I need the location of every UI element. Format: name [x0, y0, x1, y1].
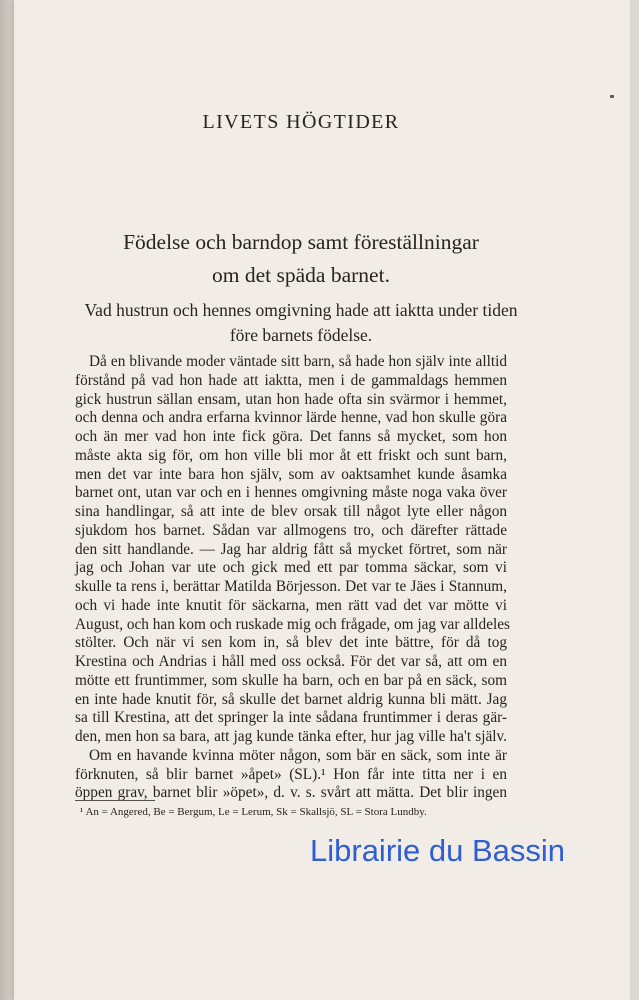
body-line: sa till Krestina, att det springer la inte sådana fruntimmer i deras gär- — [75, 709, 507, 727]
body-line: förknuten, så blir barnet »åpet» (SL).¹ Hon får inte titta ner i en — [75, 765, 507, 783]
section-heading — [14, 298, 588, 348]
chapter-title-line-1: Födelse och barndop samt föreställningar — [123, 230, 479, 254]
running-head: LIVETS HÖGTIDER — [202, 111, 400, 133]
page-edge — [630, 0, 639, 1000]
body-line: en inte hade knutit för, så skulle det barnet aldrig kunna bli mätt. Jag — [75, 690, 507, 708]
body-line: men det var inte bara hon själv, som av oaktsamhet kunde åsamka — [75, 465, 507, 483]
body-line: förstånd på vad hon hade att iaktta, men i de gammaldags hemmen — [75, 371, 507, 389]
body-line: sina handlingar, så att inte de blev orsak till något lyte eller någon — [75, 503, 507, 520]
body-line: stölter. Och när vi sen kom in, så blev det inte bättre, för då tog — [75, 634, 507, 652]
chapter-title-line-2: om det späda barnet. — [212, 263, 390, 287]
body-line: måste akta sig för, om hon ville bli mor åt ett friskt och sunt barn, — [75, 446, 507, 464]
body-line: öppen grav, barnet blir »öpet», d. v. s. svårt att mätta. Det blir ingen — [75, 784, 507, 802]
seller-watermark: Librairie du Bassin — [310, 833, 566, 868]
body-line: Krestina och Andrias i håll med oss också. För det var så, att om en — [75, 653, 507, 670]
body-line: och denna och andra erfarna kvinnor lärde henne, vad hon skulle göra — [75, 409, 507, 427]
body-line: August, och han kom och ruskade mig och frågade, om jag var alldeles — [75, 615, 510, 633]
page-speck — [610, 95, 614, 98]
body-line: Om en havande kvinna möter någon, som bär en säck, som inte är — [89, 746, 507, 764]
body-line: den, men hon sa bara, att jag kunde tänka efter, hur jag ville ha't själv. — [75, 728, 507, 745]
body-line: gick hustrun sällan ensam, utan hon hade ofta sin svärmor i hemmet, — [75, 390, 507, 408]
body-line: barnet ont, utan var och en i hennes omgivning måste noga vaka över — [75, 484, 507, 502]
body-line: den sitt handlande. — Jag har aldrig fått så mycket förtret, som när — [75, 540, 507, 558]
body-line: mötte ett fruntimmer, som skulle ha barn, och en bar på en säck, som — [75, 671, 507, 689]
body-line: sjukdom hos barnet. Sådan var allmogens tro, och därefter rättade — [75, 521, 507, 539]
body-line: skulle ta rens i, berättar Matilda Börjesson. Det var te Jäes i Stannum, — [75, 578, 507, 595]
section-heading-line-2: före barnets födelse. — [229, 325, 373, 345]
body-line: och vi hade inte knutit för säckarna, men rätt vad det var mötte vi — [75, 596, 507, 614]
body-line: jag och Johan var ute och gick med ett par tomma säckar, som vi — [75, 559, 507, 577]
section-heading-line-1: Vad hustrun och hennes omgivning hade att iaktta under tiden — [84, 300, 518, 320]
body-paragraphs — [75, 353, 510, 803]
chapter-title — [14, 226, 588, 292]
footnote: ¹ An = Angered, Be = Bergum, Le = Lerum, Sk = Skallsjö, SL = Stora Lundby. — [80, 806, 427, 818]
body-line: Då en blivande moder väntade sitt barn, så hade hon själv inte alltid — [89, 353, 507, 370]
body-line: och än mer vad hon inte fick göra. Det fanns så mycket, som hon — [75, 428, 507, 445]
footnote-rule — [75, 800, 155, 801]
